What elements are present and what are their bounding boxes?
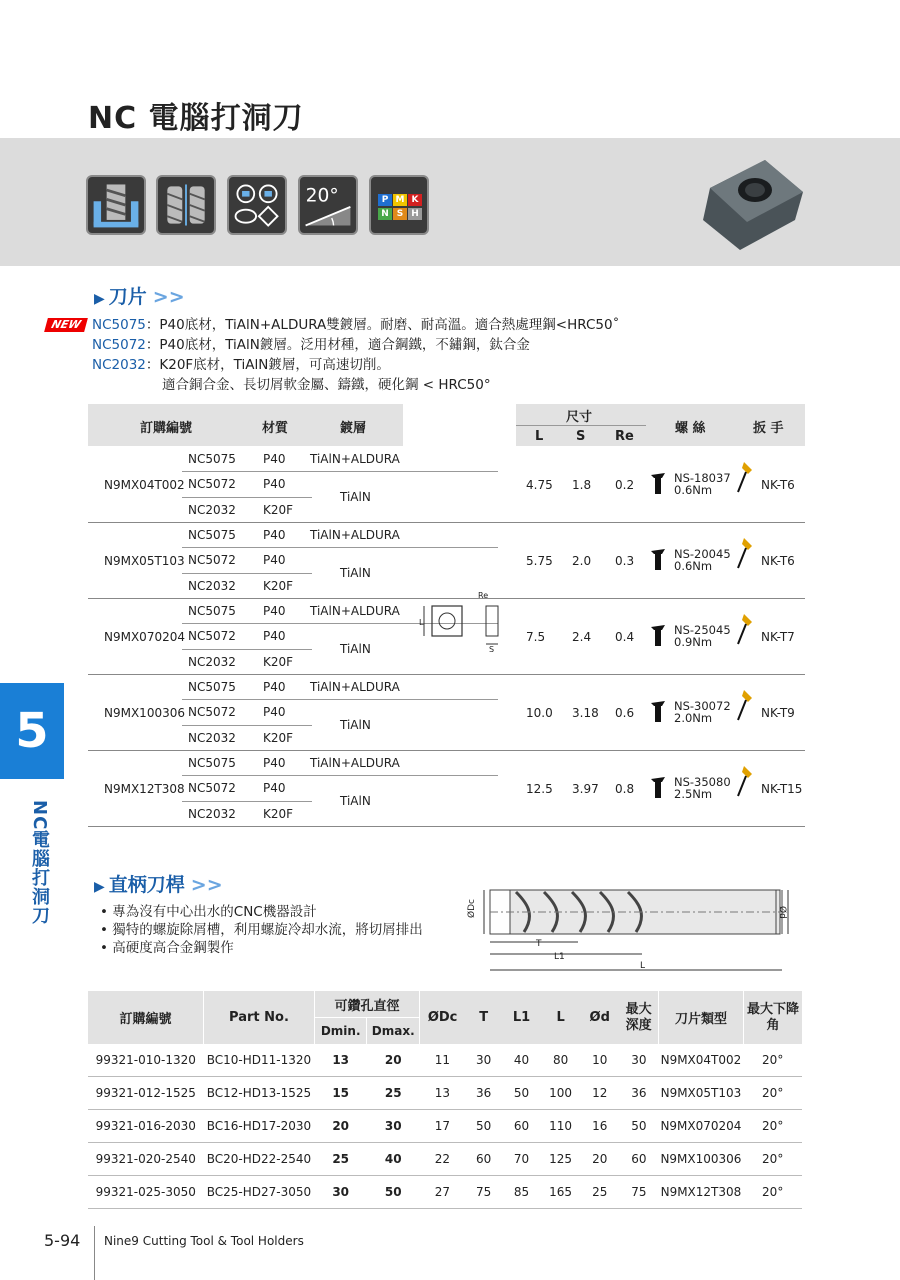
cell-insert: N9MX05T103 xyxy=(659,1077,744,1110)
cell-part: BC25-HD27-3050 xyxy=(203,1176,314,1209)
coating-dual: TiAlN+ALDURA xyxy=(310,680,400,694)
grade-code: NC5072 xyxy=(92,337,146,353)
insert-row xyxy=(88,674,805,751)
cell-ramp: 20° xyxy=(743,1044,802,1077)
label-t: T xyxy=(536,939,542,949)
header-S: S xyxy=(576,429,586,444)
size-L: 4.75 xyxy=(526,478,553,492)
cell-dmin: 15 xyxy=(314,1077,366,1110)
cell-dmax: 40 xyxy=(367,1143,420,1176)
screw-code: NS-25045 xyxy=(674,623,731,637)
cell-dmin: 13 xyxy=(314,1044,366,1077)
header-coating: 鍍層 xyxy=(340,421,367,436)
table-row xyxy=(88,1110,802,1143)
cell-insert: N9MX04T002 xyxy=(659,1044,744,1077)
label-dc: ØDc xyxy=(467,899,477,918)
material-letter: N xyxy=(378,208,392,220)
size-L: 7.5 xyxy=(526,630,546,644)
grade-code: NC2032 xyxy=(188,502,236,517)
cell-depth: 60 xyxy=(619,1143,658,1176)
grade-descriptions xyxy=(92,315,619,395)
size-S: 1.8 xyxy=(572,478,592,492)
grade-code: NC5075 xyxy=(188,452,236,466)
coating-dual: TiAlN+ALDURA xyxy=(310,452,400,466)
size-Re: 0.4 xyxy=(615,630,635,644)
header-depth: 最大深度 xyxy=(619,991,658,1044)
order-code: N9MX04T002 xyxy=(104,478,185,492)
row-divider xyxy=(182,801,312,802)
footer-text: Nine9 Cutting Tool & Tool Holders xyxy=(104,1234,304,1248)
grade-code: NC2032 xyxy=(92,357,146,373)
material: P40 xyxy=(263,680,286,694)
cell-ramp: 20° xyxy=(743,1110,802,1143)
material-letter: K xyxy=(408,194,422,206)
cell-l1: 60 xyxy=(502,1110,541,1143)
coating-single: TiAlN xyxy=(340,490,371,504)
grade-code: NC5072 xyxy=(188,477,236,492)
page-title: NC 電腦打洞刀 xyxy=(88,101,304,136)
grade-code: NC5075 xyxy=(188,604,236,618)
diagram-Re: Re xyxy=(478,591,489,600)
row-divider xyxy=(182,699,498,700)
cell-t: 50 xyxy=(465,1110,502,1143)
order-code: N9MX05T103 xyxy=(104,554,185,568)
screw-spec xyxy=(674,548,731,572)
table-row xyxy=(88,1176,802,1209)
grade-code: NC5075 xyxy=(92,317,146,333)
screw-spec xyxy=(674,776,731,800)
cell-insert: N9MX12T308 xyxy=(659,1176,744,1209)
size-L: 12.5 xyxy=(526,782,553,796)
cell-dc: 11 xyxy=(420,1044,466,1077)
cell-dmax: 20 xyxy=(367,1044,420,1077)
size-S: 2.4 xyxy=(572,630,592,644)
shank-heading: ▶ 直柄刀桿 >> xyxy=(94,874,223,896)
wrench-code: NK-T7 xyxy=(761,630,795,644)
chapter-label: NC電腦打洞刀 xyxy=(29,800,50,926)
insert-photo xyxy=(695,150,810,260)
material-letter: M xyxy=(393,194,407,206)
size-L: 5.75 xyxy=(526,554,553,568)
cell-d: 20 xyxy=(580,1143,619,1176)
grade-code: NC5072 xyxy=(188,629,236,644)
cell-dc: 17 xyxy=(420,1110,466,1143)
cell-l: 125 xyxy=(541,1143,580,1176)
header-part: Part No. xyxy=(203,991,314,1044)
cell-dc: 22 xyxy=(420,1143,466,1176)
header-L: L xyxy=(535,429,544,444)
material: P40 xyxy=(263,705,286,720)
size-S: 2.0 xyxy=(572,554,592,568)
header-wrench: 扳 手 xyxy=(753,421,784,436)
header-insert: 刀片類型 xyxy=(659,991,744,1044)
footer-divider xyxy=(94,1226,95,1280)
insert-dimension-diagram xyxy=(416,590,516,655)
row-divider xyxy=(182,725,312,726)
screw-torque: 2.5Nm xyxy=(674,787,713,801)
header-l1: L1 xyxy=(502,991,541,1044)
screw-code: NS-18037 xyxy=(674,471,731,485)
grade-code: NC2032 xyxy=(188,578,236,593)
size-S: 3.18 xyxy=(572,706,599,720)
size-L: 10.0 xyxy=(526,706,553,720)
insert-row xyxy=(88,446,805,523)
cell-t: 36 xyxy=(465,1077,502,1110)
grade-code: NC2032 xyxy=(188,654,236,669)
coating-single: TiAlN xyxy=(340,794,371,808)
cell-l1: 40 xyxy=(502,1044,541,1077)
screw-icon xyxy=(650,700,666,724)
grade-code: NC5072 xyxy=(188,781,236,796)
feature-item: • 專為沒有中心出水的CNC機器設計 xyxy=(100,903,423,921)
row-divider xyxy=(182,547,498,548)
cell-insert: N9MX070204 xyxy=(659,1110,744,1143)
new-badge: NEW xyxy=(44,318,88,332)
insert-header-labels xyxy=(88,404,805,446)
cell-dmax: 30 xyxy=(367,1110,420,1143)
material: P40 xyxy=(263,452,286,466)
grade-code: NC2032 xyxy=(188,806,236,821)
header-dmin: Dmin. xyxy=(314,1018,366,1045)
cell-dmax: 25 xyxy=(367,1077,420,1110)
row-divider xyxy=(182,497,312,498)
cell-part: BC12-HD13-1525 xyxy=(203,1077,314,1110)
cell-depth: 30 xyxy=(619,1044,658,1077)
feature-item: • 獨特的螺旋除屑槽，利用螺旋冷却水流，將切屑排出 xyxy=(100,921,423,939)
label-d: Ød xyxy=(777,906,787,919)
chapter-number: 5 xyxy=(0,683,64,779)
cell-order: 99321-010-1320 xyxy=(88,1044,203,1077)
cell-d: 12 xyxy=(580,1077,619,1110)
header-d: Ød xyxy=(580,991,619,1044)
row-divider xyxy=(182,471,498,472)
grade-code: NC5075 xyxy=(188,680,236,694)
coating-dual: TiAlN+ALDURA xyxy=(310,528,400,542)
cell-order: 99321-012-1525 xyxy=(88,1077,203,1110)
screw-icon xyxy=(650,548,666,572)
header-t: T xyxy=(465,991,502,1044)
cell-order: 99321-025-3050 xyxy=(88,1176,203,1209)
shank-drawing xyxy=(466,884,806,976)
material: P40 xyxy=(263,528,286,542)
size-Re: 0.8 xyxy=(615,782,635,796)
table-row xyxy=(88,1077,802,1110)
header-order: 訂購編號 xyxy=(88,991,203,1044)
grade-desc: ：P40底材，TiAlN鍍層。泛用材種，適合鋼鐵，不鏽鋼，鈦合金 xyxy=(145,337,530,353)
material: K20F xyxy=(263,730,294,745)
row-divider xyxy=(182,573,312,574)
cell-l1: 85 xyxy=(502,1176,541,1209)
order-code: N9MX12T308 xyxy=(104,782,185,796)
material: K20F xyxy=(263,502,294,517)
wrench-code: NK-T15 xyxy=(761,782,803,796)
header-ramp: 最大下降角 xyxy=(743,991,802,1044)
cell-dmin: 25 xyxy=(314,1143,366,1176)
material: P40 xyxy=(263,629,286,644)
cell-l: 165 xyxy=(541,1176,580,1209)
order-code: N9MX100306 xyxy=(104,706,185,720)
insert-row xyxy=(88,522,805,599)
size-Re: 0.3 xyxy=(615,554,635,568)
size-Re: 0.2 xyxy=(615,478,635,492)
wrench-code: NK-T6 xyxy=(761,478,795,492)
material-letter: H xyxy=(408,208,422,220)
helical-drill-icon xyxy=(156,175,216,235)
material: K20F xyxy=(263,806,294,821)
cell-l1: 70 xyxy=(502,1143,541,1176)
shank-features xyxy=(100,903,423,957)
cell-dmax: 50 xyxy=(367,1176,420,1209)
material: K20F xyxy=(263,578,294,593)
wrench-code: NK-T9 xyxy=(761,706,795,720)
screw-code: NS-20045 xyxy=(674,547,731,561)
cell-part: BC16-HD17-2030 xyxy=(203,1110,314,1143)
cell-ramp: 20° xyxy=(743,1143,802,1176)
coating-single: TiAlN xyxy=(340,642,371,656)
grade-desc: ：K20F底材，TiAlN鍍層，可高速切削。 xyxy=(145,357,390,373)
label-l1: L1 xyxy=(554,952,565,962)
grade-desc: ：P40底材，TiAlN+ALDURA雙鍍層。耐磨、耐高溫。適合熱處理鋼<HRC50˚ xyxy=(145,317,620,333)
shank-table xyxy=(88,991,802,1209)
header-size: 尺寸 xyxy=(566,410,593,425)
size-S: 3.97 xyxy=(572,782,599,796)
cell-dmin: 20 xyxy=(314,1110,366,1143)
material: P40 xyxy=(263,553,286,568)
header-l: L xyxy=(541,991,580,1044)
cell-t: 30 xyxy=(465,1044,502,1077)
screw-torque: 2.0Nm xyxy=(674,711,713,725)
cell-dc: 27 xyxy=(420,1176,466,1209)
hole-profiles-icon xyxy=(227,175,287,235)
coating-dual: TiAlN+ALDURA xyxy=(310,756,400,770)
row-divider xyxy=(182,649,312,650)
label-l: L xyxy=(640,961,646,971)
header-Re: Re xyxy=(615,429,634,444)
header-dc: ØDc xyxy=(420,991,466,1044)
table-row xyxy=(88,1143,802,1176)
cell-order: 99321-016-2030 xyxy=(88,1110,203,1143)
diagram-S: S xyxy=(489,645,495,654)
screw-icon xyxy=(650,472,666,496)
material-letter: P xyxy=(378,194,392,206)
coating-single: TiAlN xyxy=(340,718,371,732)
slot-milling-icon xyxy=(86,175,146,235)
cell-order: 99321-020-2540 xyxy=(88,1143,203,1176)
cell-l: 100 xyxy=(541,1077,580,1110)
cell-depth: 75 xyxy=(619,1176,658,1209)
material: P40 xyxy=(263,756,286,770)
grade-code: NC5075 xyxy=(188,528,236,542)
cell-depth: 36 xyxy=(619,1077,658,1110)
table-row xyxy=(88,1044,802,1077)
row-divider xyxy=(182,775,498,776)
grade-code: NC5072 xyxy=(188,705,236,720)
cell-t: 60 xyxy=(465,1143,502,1176)
grade-code: NC5072 xyxy=(188,553,236,568)
cell-l1: 50 xyxy=(502,1077,541,1110)
screw-code: NS-30072 xyxy=(674,699,731,713)
cell-t: 75 xyxy=(465,1176,502,1209)
insert-row xyxy=(88,750,805,827)
screw-icon xyxy=(650,624,666,648)
material: P40 xyxy=(263,781,286,796)
size-Re: 0.6 xyxy=(615,706,635,720)
screw-torque: 0.6Nm xyxy=(674,559,713,573)
feature-item: • 高硬度高合金鋼製作 xyxy=(100,939,423,957)
angle-label: 20° xyxy=(305,185,339,207)
material-letter: S xyxy=(393,208,407,220)
cell-d: 10 xyxy=(580,1044,619,1077)
cell-d: 16 xyxy=(580,1110,619,1143)
wrench-code: NK-T6 xyxy=(761,554,795,568)
header-drill-dia: 可鑽孔直徑 xyxy=(314,991,419,1018)
cell-ramp: 20° xyxy=(743,1077,802,1110)
header-order: 訂購編號 xyxy=(140,421,193,436)
wrench-icon xyxy=(736,460,756,494)
diagram-L: L xyxy=(419,618,424,627)
cell-insert: N9MX100306 xyxy=(659,1143,744,1176)
grade-code: NC2032 xyxy=(188,730,236,745)
order-code: N9MX070204 xyxy=(104,630,185,644)
screw-spec xyxy=(674,624,731,648)
cell-dc: 13 xyxy=(420,1077,466,1110)
cell-dmin: 30 xyxy=(314,1176,366,1209)
wrench-icon xyxy=(736,764,756,798)
cell-depth: 50 xyxy=(619,1110,658,1143)
page-number: 5-94 xyxy=(44,1231,81,1250)
material: K20F xyxy=(263,654,294,669)
header-screw: 螺 絲 xyxy=(675,421,706,436)
grade-code: NC5075 xyxy=(188,756,236,770)
material-group-icon xyxy=(369,175,429,235)
grade-extra-line: 適合銅合金、長切屑軟金屬、鑄鐵，硬化鋼 < HRC50° xyxy=(162,377,491,393)
screw-spec xyxy=(674,700,731,724)
cell-l: 80 xyxy=(541,1044,580,1077)
cell-l: 110 xyxy=(541,1110,580,1143)
wrench-icon xyxy=(736,536,756,570)
cell-part: BC20-HD22-2540 xyxy=(203,1143,314,1176)
wrench-icon xyxy=(736,612,756,646)
header-dmax: Dmax. xyxy=(367,1018,420,1045)
screw-spec xyxy=(674,472,731,496)
screw-torque: 0.9Nm xyxy=(674,635,713,649)
ramp-angle-icon xyxy=(298,175,358,235)
size-divider xyxy=(516,425,646,426)
material: P40 xyxy=(263,604,286,618)
coating-single: TiAlN xyxy=(340,566,371,580)
coating-dual: TiAlN+ALDURA xyxy=(310,604,400,618)
cell-d: 25 xyxy=(580,1176,619,1209)
wrench-icon xyxy=(736,688,756,722)
inserts-heading: ▶ 刀片 >> xyxy=(94,286,185,308)
screw-code: NS-35080 xyxy=(674,775,731,789)
screw-torque: 0.6Nm xyxy=(674,483,713,497)
cell-part: BC10-HD11-1320 xyxy=(203,1044,314,1077)
cell-ramp: 20° xyxy=(743,1176,802,1209)
screw-icon xyxy=(650,776,666,800)
material: P40 xyxy=(263,477,286,492)
header-material: 材質 xyxy=(262,421,289,436)
